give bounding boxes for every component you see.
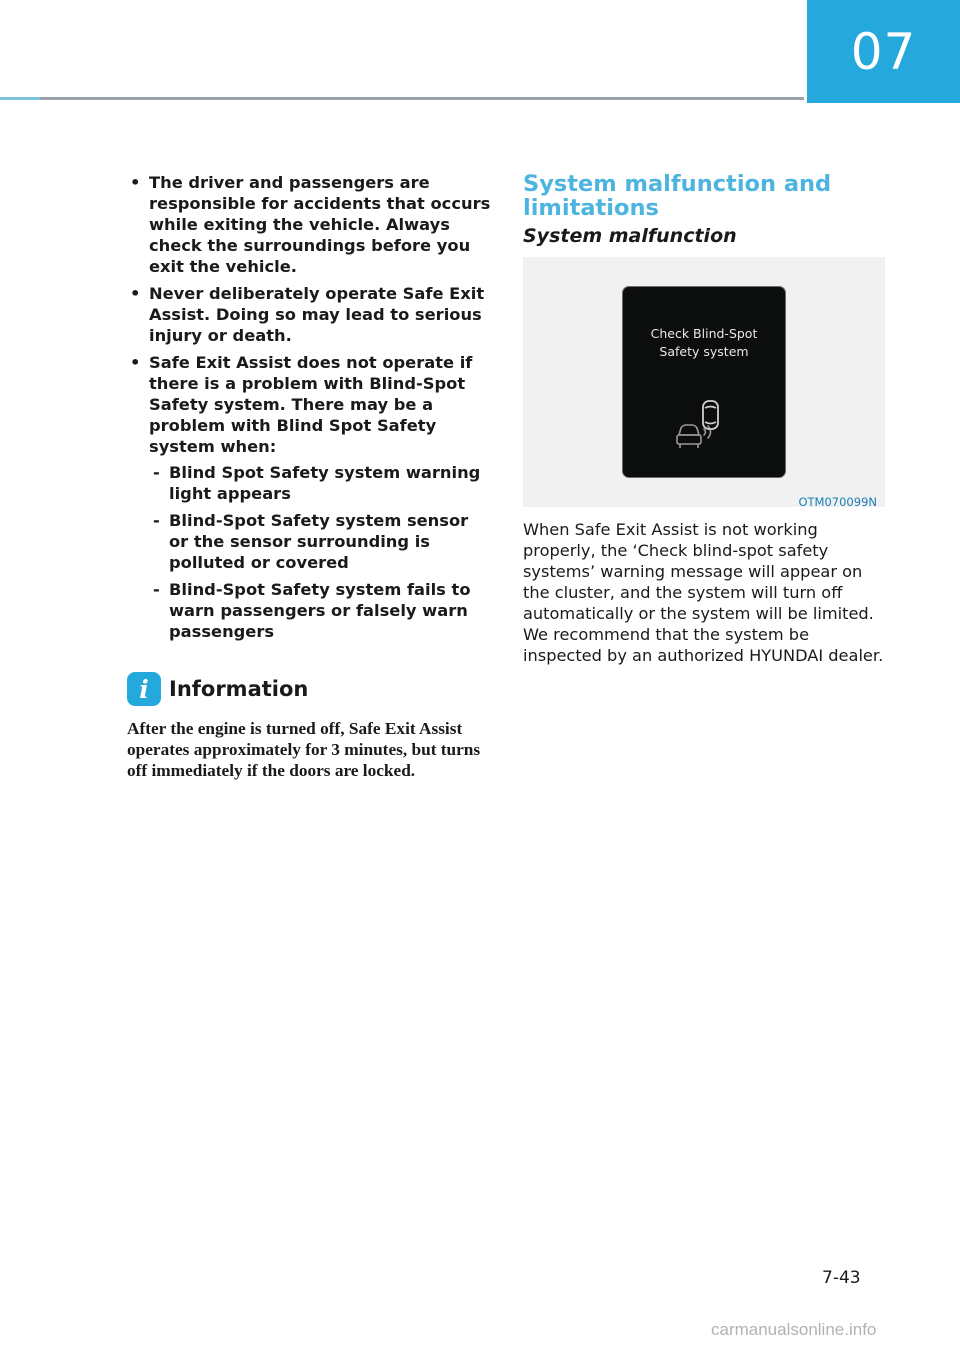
- malfunction-description: When Safe Exit Assist is not working properly, the ‘Check blind-spot safety systems’ warning message will appear on the cluster, and the system will turn off automatically or the system will be limited. We recommend that the system be inspected by an authorized HYUNDAI dealer.: [523, 520, 884, 665]
- warning-text: Safe Exit Assist does not operate if there is a problem with Blind-Spot Safety system. There may be a problem with Blind Spot Safety system when:: [149, 353, 473, 456]
- warning-subitem: - Blind-Spot Safety system sensor or the sensor surrounding is polluted or covered: [149, 510, 492, 573]
- cluster-figure: [523, 257, 885, 507]
- page-number: 7-43: [822, 1268, 861, 1288]
- warning-text: Never deliberately operate Safe Exit Assist. Doing so may lead to serious injury or death.: [149, 284, 485, 345]
- chapter-number: 07: [807, 0, 960, 103]
- information-title: Information: [169, 677, 309, 701]
- header-rule-accent: [0, 97, 40, 100]
- warning-list: [127, 172, 492, 642]
- information-body: After the engine is turned off, Safe Exit Assist operates approximately for 3 minutes, but turns off immediately if the doors are locked.: [127, 719, 481, 780]
- warning-item: [127, 172, 492, 277]
- watermark: carmanualsonline.info: [711, 1320, 877, 1339]
- warning-item: [127, 283, 492, 346]
- section-subtitle: System malfunction: [523, 225, 737, 247]
- left-column: [127, 172, 492, 781]
- warning-item: [127, 352, 492, 642]
- warning-sublist: [149, 462, 492, 642]
- warning-subitem: - Blind Spot Safety system warning light appears: [149, 462, 492, 504]
- warning-text: The driver and passengers are responsible for accidents that occurs while exiting the vehicle. Always check the surroundings before you exit the vehicle.: [149, 173, 491, 276]
- section-title: System malfunction and limitations: [523, 171, 832, 221]
- cluster-display: [623, 287, 785, 477]
- blind-spot-car-icon: [623, 287, 785, 477]
- information-header: [127, 672, 492, 706]
- warning-subitem: - Blind-Spot Safety system fails to warn passengers or falsely warn passengers: [149, 579, 492, 642]
- figure-code: OTM070099N: [798, 495, 877, 509]
- cluster-message-line: Check Blind-Spot: [650, 326, 758, 341]
- info-icon: i: [127, 672, 161, 706]
- cluster-message-line: Safety system: [659, 344, 749, 359]
- right-column: [523, 172, 893, 666]
- header-rule: [0, 97, 804, 100]
